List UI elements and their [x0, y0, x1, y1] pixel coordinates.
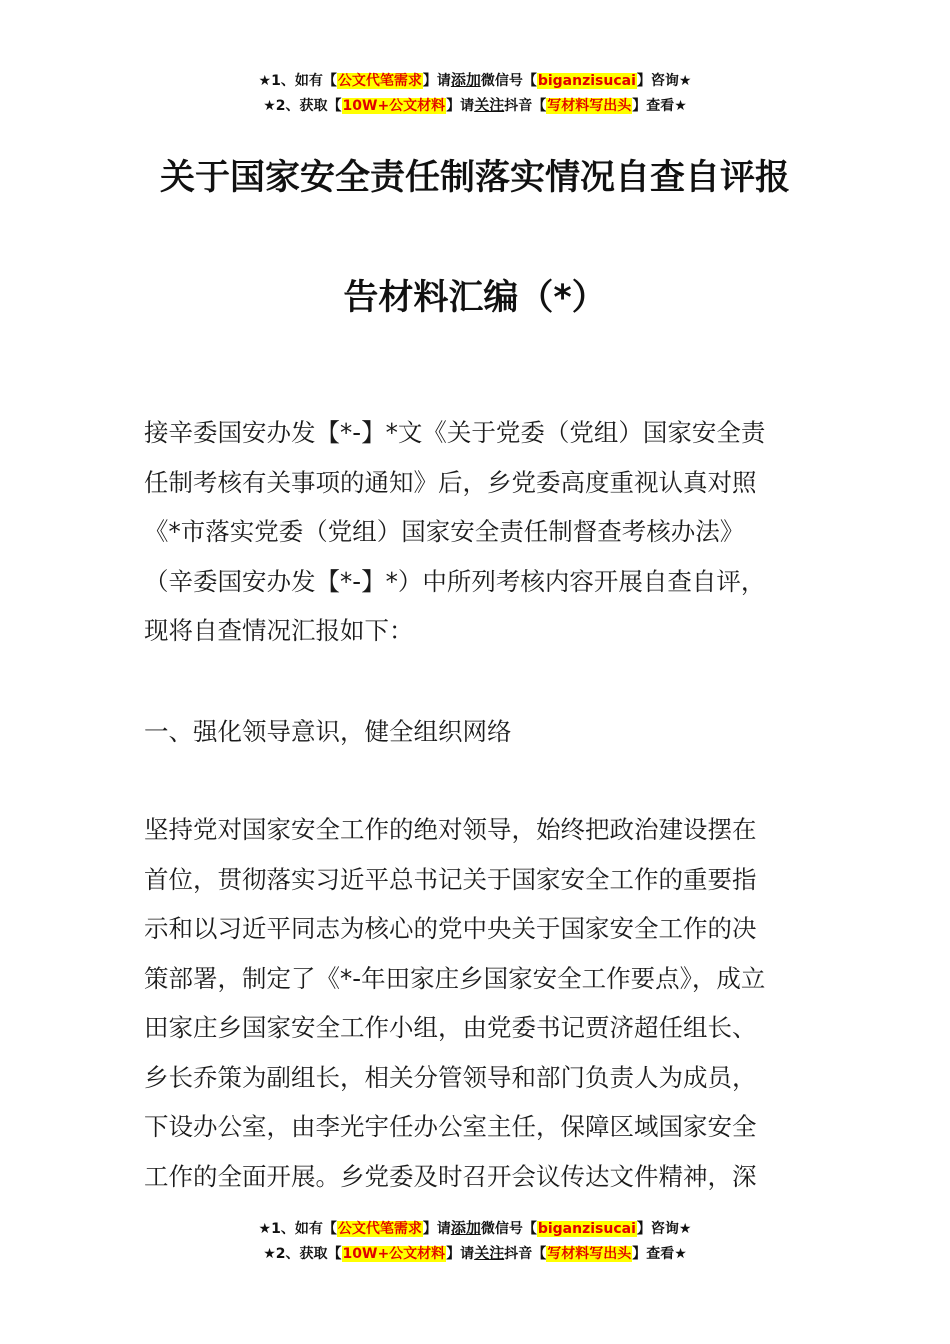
promo-highlight: 10W+公文材料 — [342, 1246, 446, 1262]
paragraph-line: （辛委国安办发【*-】*）中所列考核内容开展自查自评， — [144, 566, 766, 596]
promo-text: 】请 — [446, 98, 475, 114]
paragraph-line: 现将自查情况汇报如下： — [144, 616, 414, 645]
promo-text: ★2、获取【 — [263, 98, 342, 114]
promo-emphasis: 关注 — [474, 96, 505, 114]
promo-text: 微信号【 — [480, 73, 537, 89]
promo-emphasis: 关注 — [474, 1244, 505, 1262]
document-title-line-2: 告材料汇编（*） — [343, 278, 607, 318]
promo-banner-bottom — [0, 1216, 950, 1266]
douyin-highlight: 写材料写出头 — [547, 1246, 632, 1262]
section-heading-1 — [144, 707, 809, 757]
paragraph-line: 示和以习近平同志为核心的党中央关于国家安全工作的决 — [144, 914, 757, 943]
douyin-highlight: 写材料写出头 — [547, 98, 632, 114]
promo-text: ★2、获取【 — [263, 1246, 342, 1262]
section-1-paragraph — [144, 805, 809, 1201]
paragraph-line: 接辛委国安办发【*-】*文《关于党委（党组）国家安全责 — [144, 418, 766, 447]
paragraph-line: 《*市落实党委（党组）国家安全责任制督查考核办法》 — [144, 517, 745, 546]
promo-text: ★1、如有【 — [258, 73, 337, 89]
promo-text: 】咨询★ — [636, 1221, 692, 1237]
promo-line-1 — [0, 68, 950, 93]
promo-highlight: 公文代笔需求 — [337, 1221, 422, 1237]
promo-emphasis: 添加 — [450, 1219, 481, 1237]
promo-text: 】查看★ — [632, 98, 687, 114]
intro-paragraph — [144, 408, 809, 656]
promo-text: 】请 — [422, 73, 451, 89]
promo-text: 】咨询★ — [636, 73, 692, 89]
paragraph-line: 首位，贯彻落实习近平总书记关于国家安全工作的重要指 — [144, 864, 757, 894]
paragraph-line: 工作的全面开展。乡党委及时召开会议传达文件精神，深 — [144, 1161, 757, 1191]
paragraph-line: 策部署，制定了《*-年田家庄乡国家安全工作要点》，成立 — [144, 963, 766, 993]
promo-text: 】请 — [422, 1221, 451, 1237]
promo-text: ★1、如有【 — [258, 1221, 337, 1237]
document-title-line-1: 关于国家安全责任制落实情况自查自评报 — [159, 158, 790, 198]
promo-text: 微信号【 — [480, 1221, 537, 1237]
paragraph-line: 乡长乔策为副组长，相关分管领导和部门负责人为成员， — [144, 1062, 757, 1092]
promo-banner-top — [0, 68, 950, 118]
promo-highlight: 10W+公文材料 — [342, 98, 446, 114]
promo-line-2 — [0, 1241, 950, 1266]
promo-line-2 — [0, 93, 950, 118]
section-heading-text: 一、强化领导意识，健全组织网络 — [144, 717, 512, 746]
paragraph-line: 任制考核有关事项的通知》后，乡党委高度重视认真对照 — [144, 467, 757, 497]
promo-text: 】查看★ — [632, 1246, 687, 1262]
promo-text: 】请 — [446, 1246, 475, 1262]
wechat-id-highlight: biganzisucai — [537, 73, 636, 89]
paragraph-line: 坚持党对国家安全工作的绝对领导，始终把政治建设摆在 — [144, 815, 757, 844]
promo-emphasis: 添加 — [450, 71, 481, 89]
promo-text: 抖音【 — [504, 1246, 547, 1262]
wechat-id-highlight: biganzisucai — [537, 1221, 636, 1237]
promo-highlight: 公文代笔需求 — [337, 73, 422, 89]
paragraph-line: 田家庄乡国家安全工作小组，由党委书记贾济超任组长、 — [144, 1013, 757, 1042]
paragraph-line: 下设办公室，由李光宇任办公室主任，保障区域国家安全 — [144, 1112, 757, 1141]
promo-text: 抖音【 — [504, 98, 547, 114]
promo-line-1 — [0, 1216, 950, 1241]
